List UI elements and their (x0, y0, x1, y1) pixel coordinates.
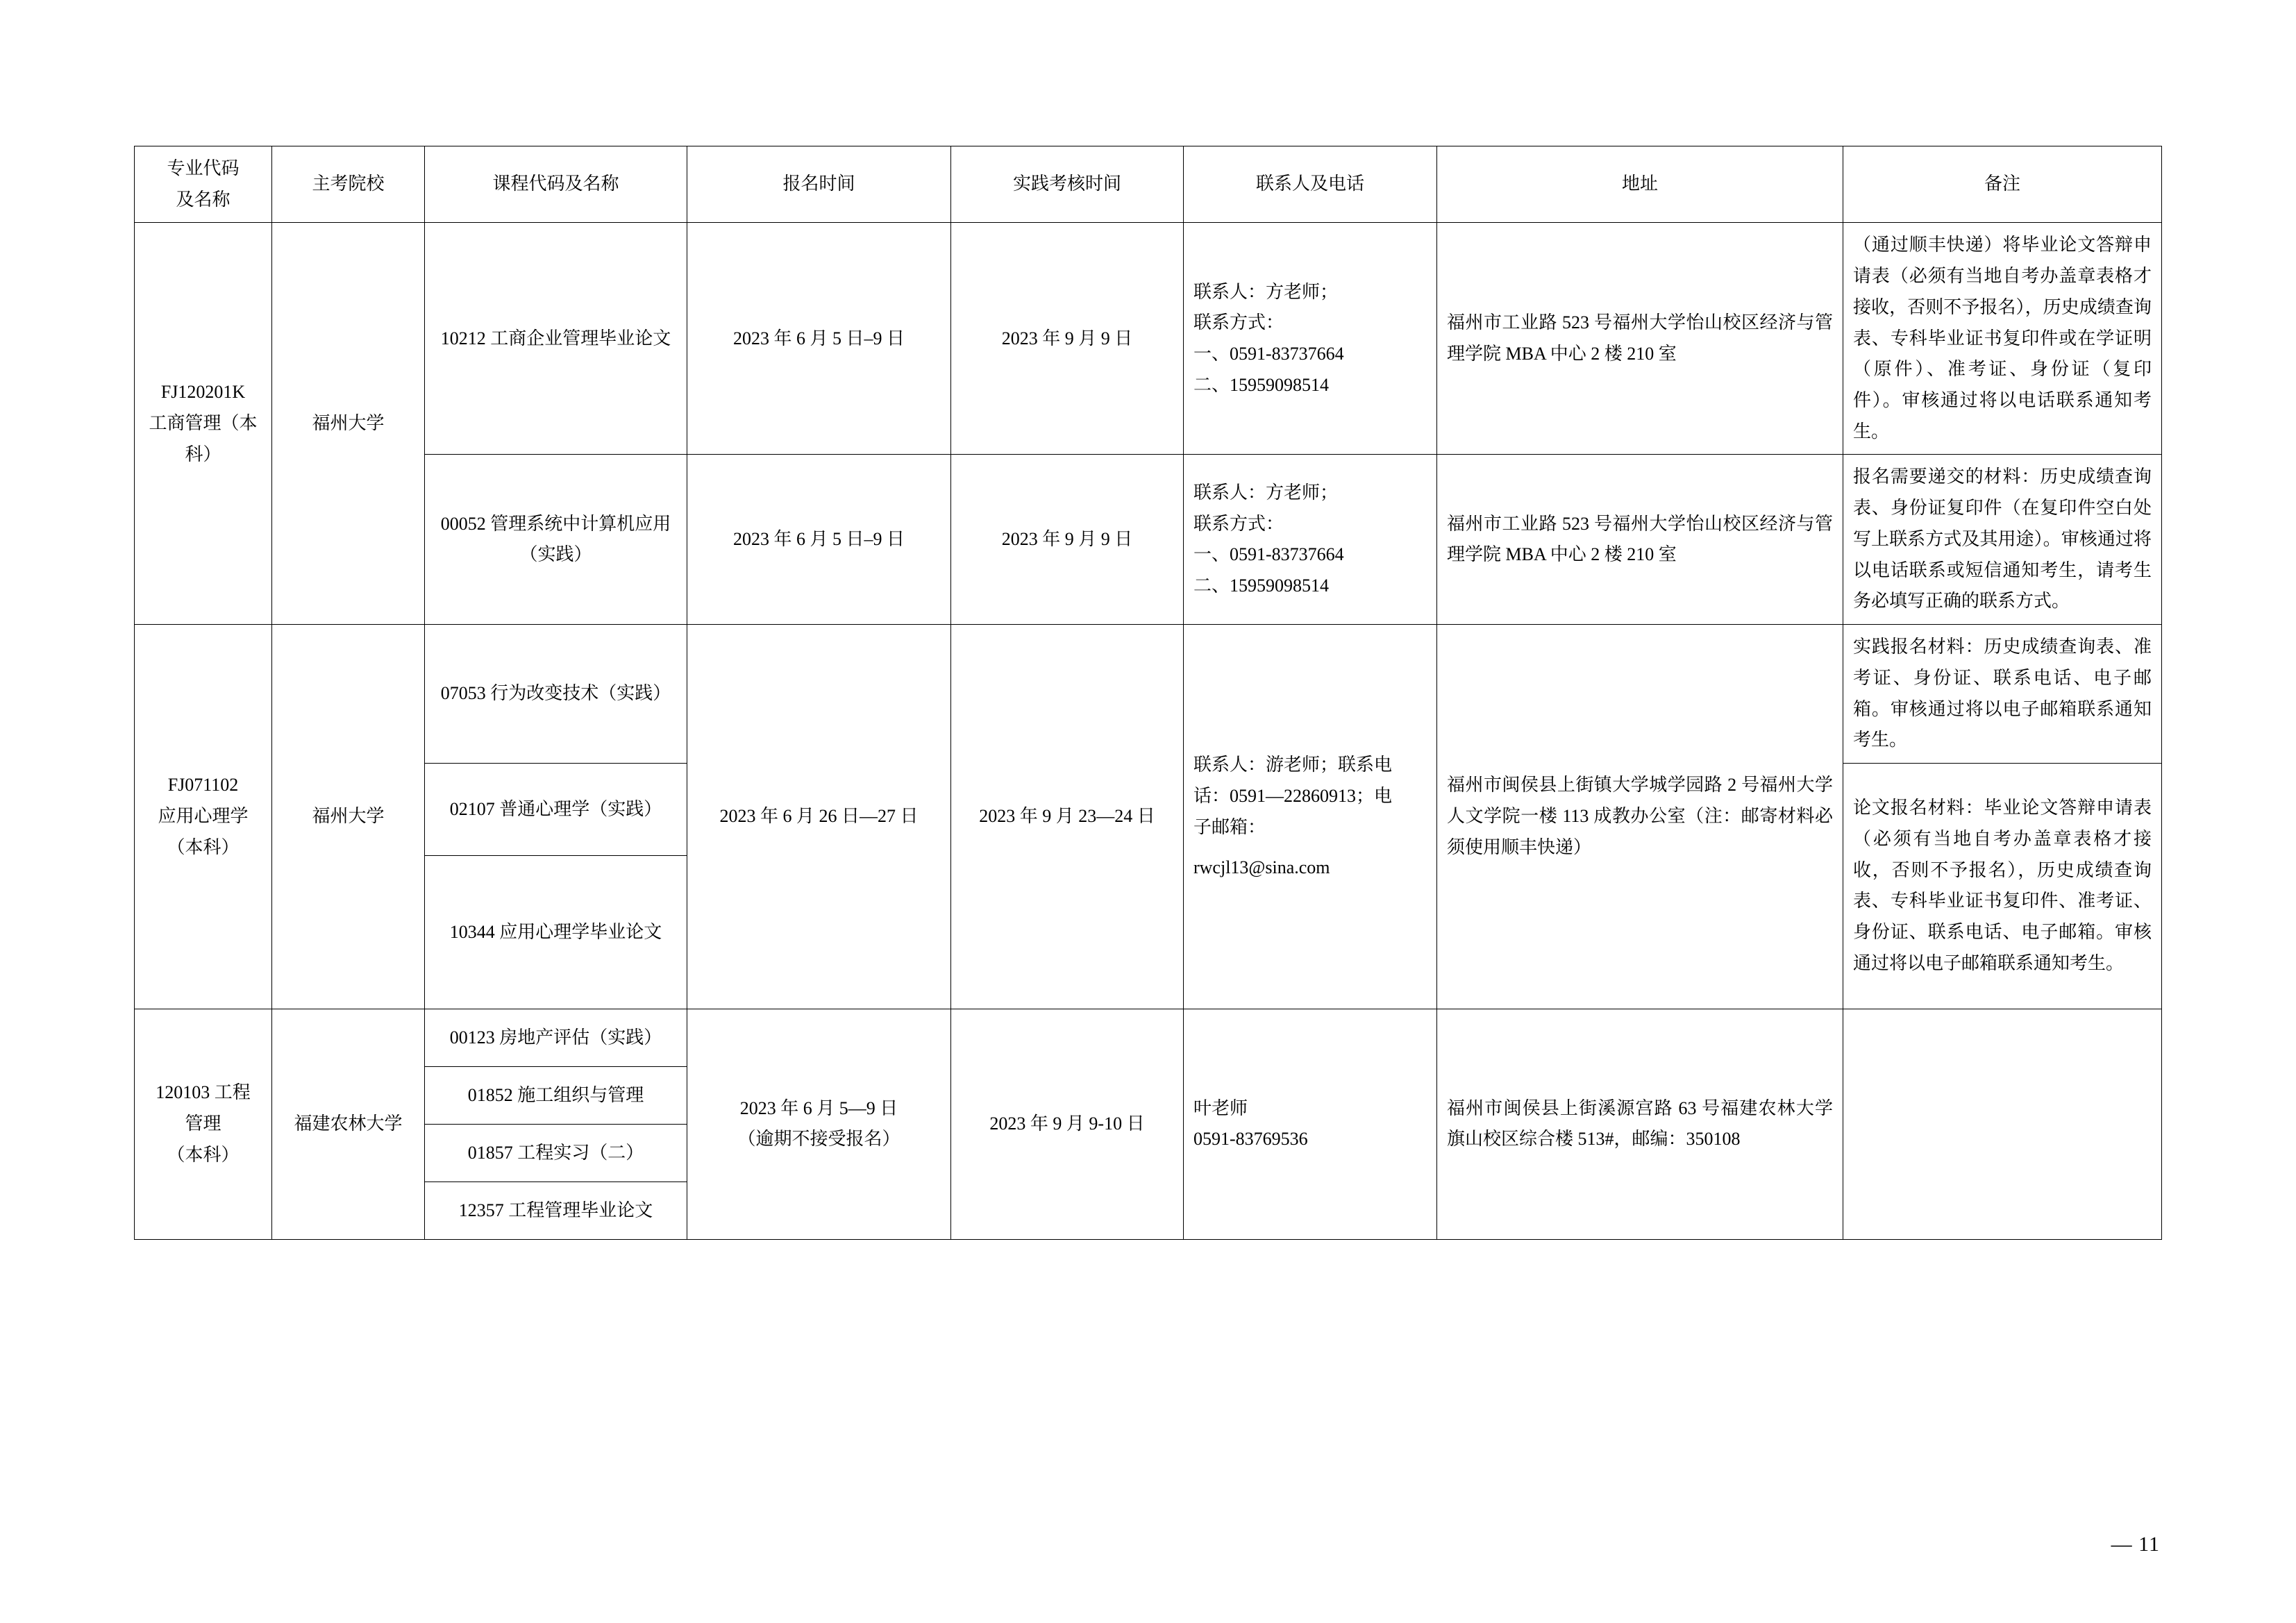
major-code-4: 120103 工程 (156, 1082, 251, 1103)
cell-remark-2: 报名需要递交的材料：历史成绩查询表、身份证复印件（在复印件空白处写上联系方式及其用途）。审核通过将以电话联系或短信通知考生，请考生务必填写正确的联系方式。 (1843, 455, 2162, 625)
cell-course-4a: 00123 房地产评估（实践） (425, 1009, 687, 1066)
cell-contact-2 (1184, 455, 1437, 625)
table-row (135, 625, 2162, 764)
contact-1-l4: 二、15959098514 (1193, 374, 1330, 395)
cell-course-2: 00052 管理系统中计算机应用（实践） (425, 455, 687, 625)
cell-course-4b: 01852 施工组织与管理 (425, 1066, 687, 1124)
cell-exam-2: 2023 年 9 月 9 日 (951, 455, 1184, 625)
contact-3-email: rwcjl13@sina.com (1193, 857, 1330, 878)
cell-signup-1: 2023 年 6 月 5 日–9 日 (687, 223, 951, 455)
contact-2-l4: 二、15959098514 (1193, 575, 1330, 596)
cell-signup-2: 2023 年 6 月 5 日–9 日 (687, 455, 951, 625)
contact-4-l2: 0591-83769536 (1193, 1129, 1308, 1150)
cell-school-3: 福州大学 (272, 625, 425, 1009)
header-school: 主考院校 (272, 146, 425, 223)
cell-major-4 (135, 1009, 272, 1239)
major-code-1: FJ120201K (160, 382, 246, 403)
header-contact-phone: 联系人及电话 (1184, 146, 1437, 223)
contact-1-l2: 联系方式： (1193, 312, 1284, 333)
cell-contact-1 (1184, 223, 1437, 455)
cell-contact-4 (1184, 1009, 1437, 1239)
table-header-row (135, 146, 2162, 223)
cell-course-3a: 07053 行为改变技术（实践） (425, 625, 687, 764)
cell-course-1: 10212 工商企业管理毕业论文 (425, 223, 687, 455)
contact-2-l1: 联系人：方老师； (1193, 482, 1339, 503)
table-row (135, 223, 2162, 455)
cell-exam-1: 2023 年 9 月 9 日 (951, 223, 1184, 455)
contact-1-l3: 一、0591-83737664 (1193, 343, 1344, 364)
page-number: — 11 (2111, 1533, 2160, 1556)
cell-remark-1: （通过顺丰快递）将毕业论文答辩申请表（必须有当地自考办盖章表格才接收，否则不予报名），历史成绩查询表、专科毕业证书复印件或在学证明（原件）、准考证、身份证（复印件）。审核通过将以电话联系通知考生。 (1843, 223, 2162, 455)
cell-course-3b: 02107 普通心理学（实践） (425, 763, 687, 855)
major-name-1b: 科） (185, 444, 221, 464)
table-row (135, 455, 2162, 625)
cell-signup-3: 2023 年 6 月 26 日—27 日 (687, 625, 951, 1009)
header-course-code-name: 课程代码及名称 (425, 146, 687, 223)
major-name-3a: 应用心理学 (158, 806, 249, 827)
contact-2-l3: 一、0591-83737664 (1193, 544, 1344, 565)
cell-exam-4: 2023 年 9 月 9-10 日 (951, 1009, 1184, 1239)
contact-3-l3: 子邮箱： (1193, 816, 1266, 837)
signup-4-l1: 2023 年 6 月 5—9 日 (739, 1098, 898, 1118)
cell-course-4d: 12357 工程管理毕业论文 (425, 1181, 687, 1239)
header-major-line2: 及名称 (176, 189, 231, 210)
cell-school-1: 福州大学 (272, 223, 425, 625)
header-exam-time: 实践考核时间 (951, 146, 1184, 223)
cell-major-3 (135, 625, 272, 1009)
cell-remark-3a: 实践报名材料：历史成绩查询表、准考证、身份证、联系电话、电子邮箱。审核通过将以电子邮箱联系通知考生。 (1843, 625, 2162, 764)
major-code-3: FJ071102 (167, 775, 239, 796)
contact-3-l2: 话：0591—22860913；电 (1193, 785, 1393, 806)
signup-4-l2: （逾期不接受报名） (737, 1129, 900, 1150)
cell-remark-4 (1843, 1009, 2162, 1239)
cell-exam-3: 2023 年 9 月 23—24 日 (951, 625, 1184, 1009)
contact-2-l2: 联系方式： (1193, 513, 1284, 534)
contact-3-l1: 联系人：游老师；联系电 (1193, 755, 1393, 775)
header-major-code-name (135, 146, 272, 223)
cell-course-4c: 01857 工程实习（二） (425, 1124, 687, 1181)
practice-exam-schedule-table (134, 146, 2162, 1240)
cell-course-3c: 10344 应用心理学毕业论文 (425, 855, 687, 1009)
major-name-3b: （本科） (167, 836, 240, 857)
cell-signup-4 (687, 1009, 951, 1239)
header-major-line1: 专业代码 (167, 158, 240, 178)
cell-school-4: 福建农林大学 (272, 1009, 425, 1239)
header-address: 地址 (1437, 146, 1843, 223)
cell-contact-3 (1184, 625, 1437, 1009)
cell-address-1: 福州市工业路 523 号福州大学怡山校区经济与管理学院 MBA 中心 2 楼 210 室 (1437, 223, 1843, 455)
contact-4-l1: 叶老师 (1193, 1098, 1248, 1118)
major-name-1a: 工商管理（本 (149, 412, 258, 433)
cell-address-4: 福州市闽侯县上街溪源宫路 63 号福建农林大学旗山校区综合楼 513#，邮编：350108 (1437, 1009, 1843, 1239)
cell-major-1 (135, 223, 272, 625)
cell-address-2: 福州市工业路 523 号福州大学怡山校区经济与管理学院 MBA 中心 2 楼 210 室 (1437, 455, 1843, 625)
cell-remark-3b: 论文报名材料：毕业论文答辩申请表（必须有当地自考办盖章表格才接收，否则不予报名），历史成绩查询表、专科毕业证书复印件、准考证、身份证、联系电话、电子邮箱。审核通过将以电子邮箱联系通知考生。 (1843, 763, 2162, 1009)
contact-1-l1: 联系人：方老师； (1193, 281, 1339, 302)
cell-address-3: 福州市闽侯县上街镇大学城学园路 2 号福州大学人文学院一楼 113 成教办公室（注：邮寄材料必须使用顺丰快递） (1437, 625, 1843, 1009)
header-remark: 备注 (1843, 146, 2162, 223)
major-name-4b: （本科） (167, 1144, 240, 1165)
major-name-4a: 管理 (185, 1113, 221, 1134)
table-row (135, 1009, 2162, 1066)
header-signup-time: 报名时间 (687, 146, 951, 223)
